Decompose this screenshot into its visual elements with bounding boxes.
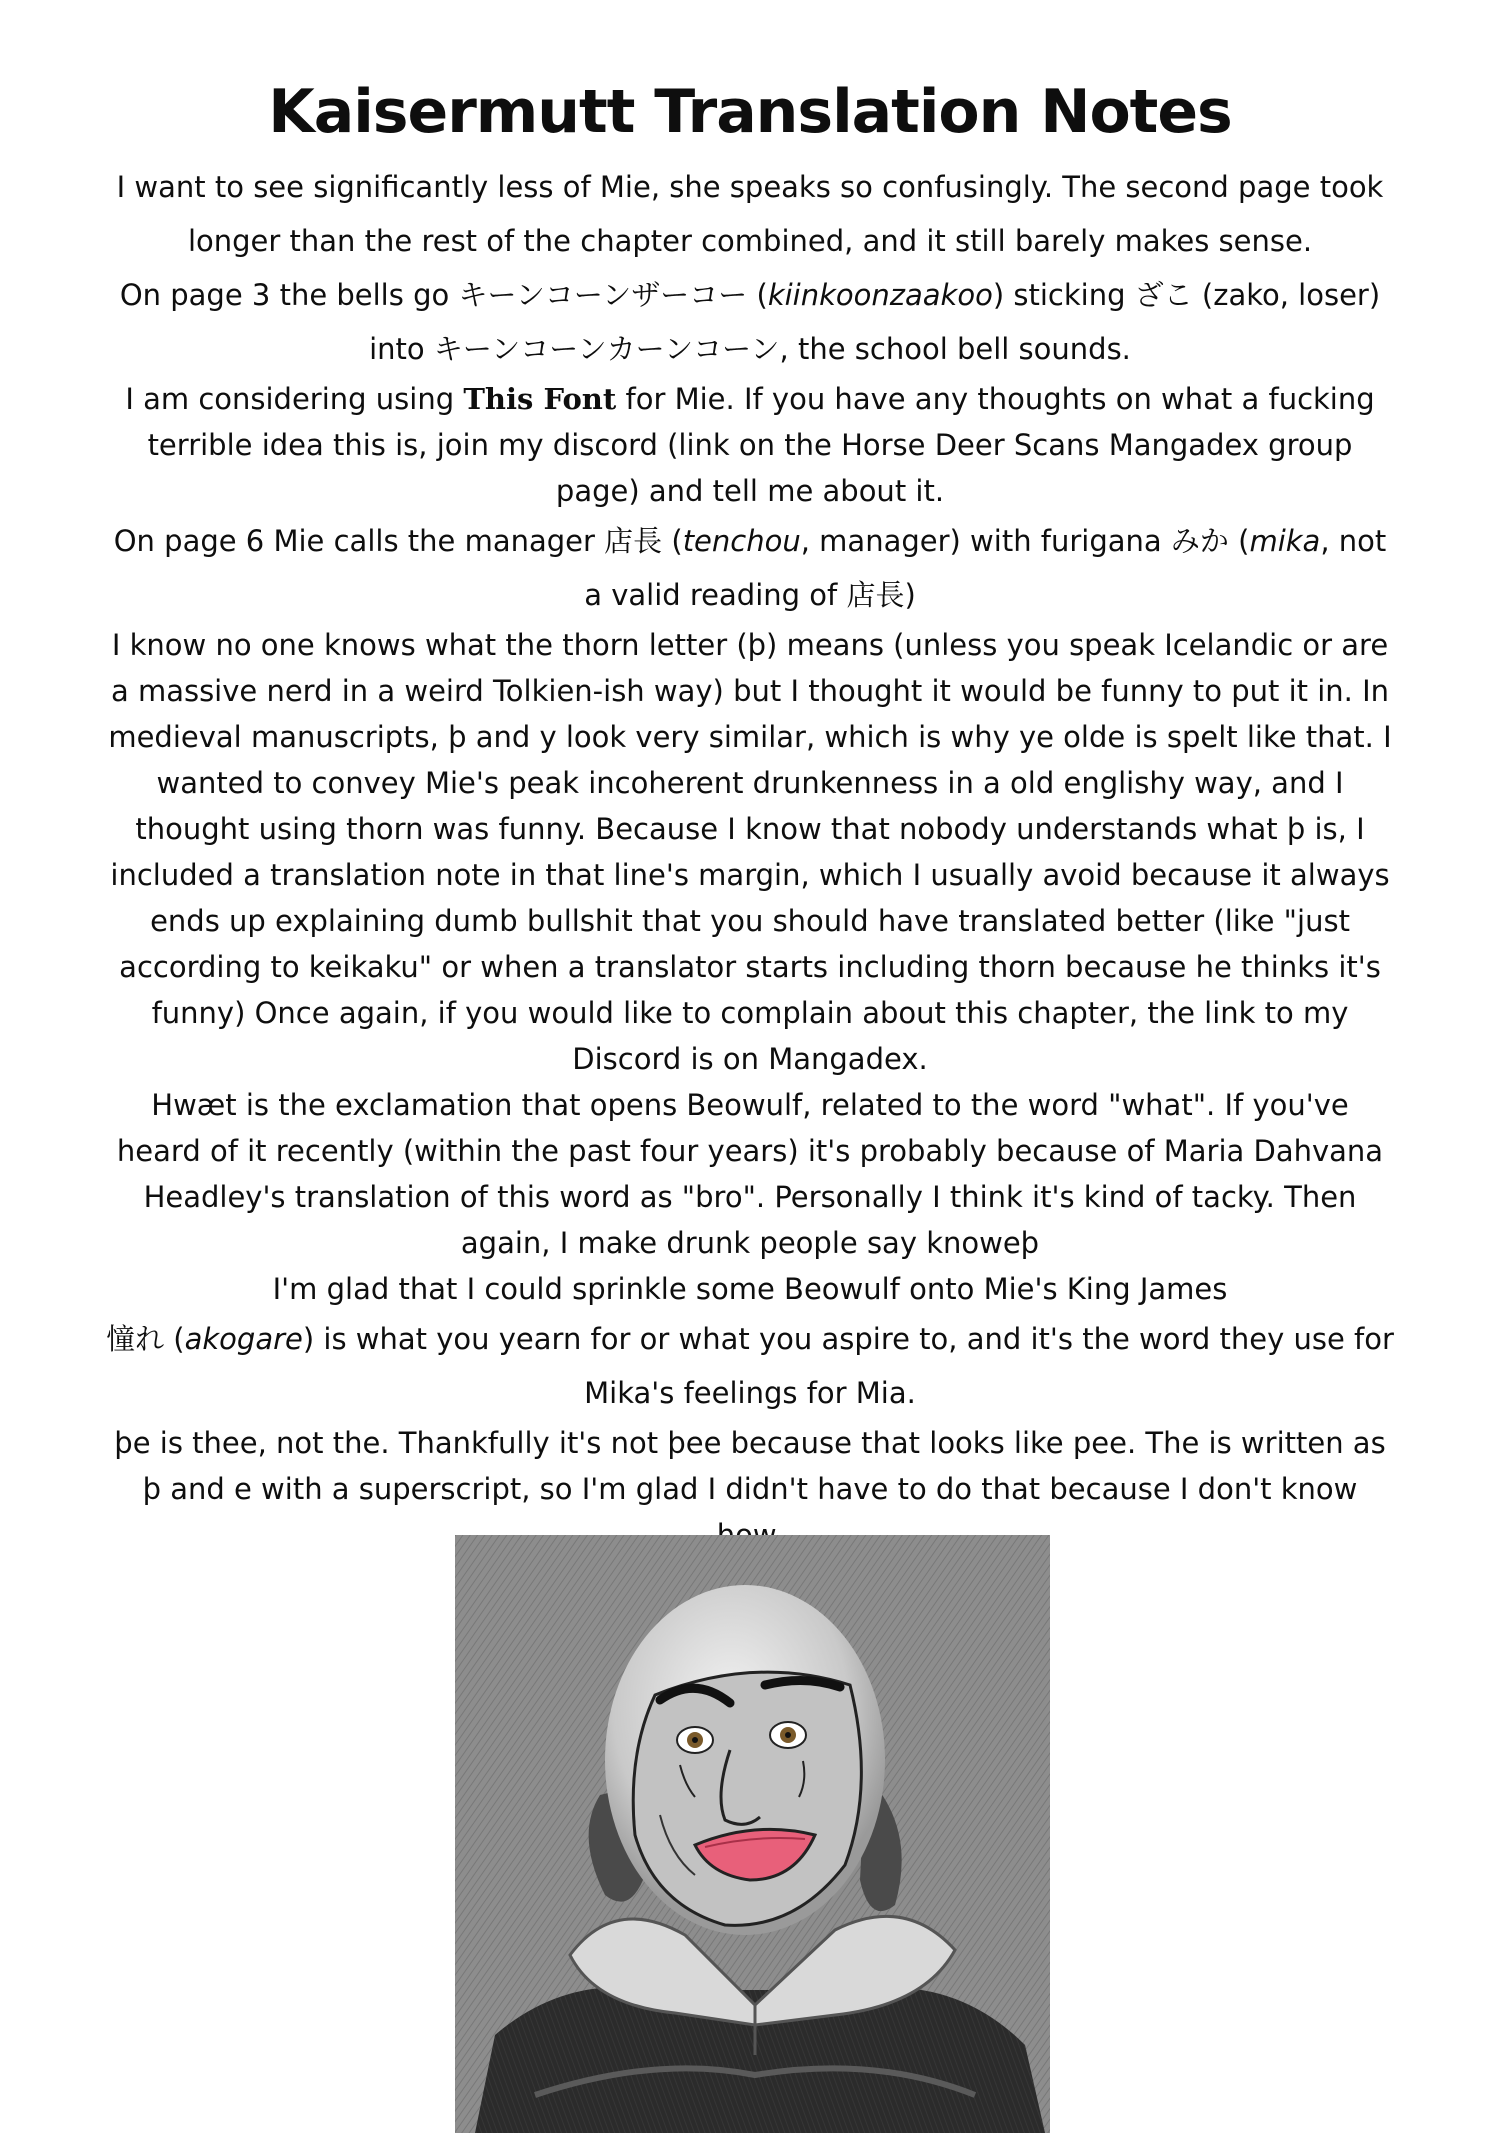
page-title: Kaisermutt Translation Notes [268, 77, 1232, 147]
note-1-line: I want to see significantly less of Mie, she speaks so confusingly. The second page took longer than the rest of the chapter combined, and it still barely makes sense. [116, 170, 1384, 258]
note-3-romaji: mika [1249, 524, 1321, 558]
note-paragraph-2 [105, 376, 1395, 514]
note-paragraph-4: I know no one knows what the thorn letter (þ) means (unless you speak Icelandic or are a massive nerd in a weird Tolkien-ish way) but I thought it would be funny to put it in. In medieval manuscripts, þ and y look very similar, which is why ye olde is spelt like that. I wanted to convey Mie's peak incoherent drunkenness in a old englishy way, and I thought using thorn was funny. Because I know that nobody understands what þ is, I included a translation note in that line's margin, which I usually avoid because it always ends up explaining dumb bullshit that you should have translated better (like "just according to keikaku" or when a translator starts including thorn because he thinks it's funny) Once again, if you would like to complain about this chapter, the link to my Discord is on Mangadex. [108, 628, 1392, 1076]
note-paragraph-1 [105, 160, 1395, 376]
note-3-segment: , manager) with furigana みか ( [800, 524, 1250, 558]
note-7-segment: ) is what you yearn for or what you aspire to, and it's the word they use for Mika's feelings for Mia. [302, 1322, 1394, 1410]
note-7-romaji: akogare [184, 1322, 303, 1356]
note-2-segment: I am considering using [125, 382, 464, 416]
note-3-romaji: tenchou [682, 524, 801, 558]
notes-body [105, 160, 1395, 1558]
note-1-romaji: kiinkoonzaakoo [767, 278, 993, 312]
note-paragraph-8: þe is thee, not the. Thankfully it's not þee because that looks like pee. The is written as þ and e with a superscript, so I'm glad I didn't have to do that because I don't know [114, 1426, 1386, 1506]
note-3-segment: On page 6 Mie calls the manager 店長 ( [113, 524, 683, 558]
note-3-segment: , not a valid reading of 店長) [584, 524, 1387, 612]
note-paragraph-5: Hwæt is the exclamation that opens Beowulf, related to the word "what". If you've heard of it recently (within the past four years) it's probably because of Maria Dahvana Headley's translation of this word as "bro". Personally I think it's kind of tacky. Then again, I make drunk people say knoweþ [116, 1088, 1384, 1260]
note-7-segment: 憧れ ( [106, 1322, 185, 1356]
note-1-segment: ) sticking ざこ (zako, loser) into キーンコーンカーンコーン, the school bell sounds. [369, 278, 1381, 366]
font-sample: This Font [463, 382, 617, 416]
note-2-segment: for Mie. If you have any thoughts on what a fucking terrible idea this is, join my discord (link on the Horse Deer Scans Mangadex group page) and tell me about it. [147, 382, 1375, 508]
note-1-segment: On page 3 the bells go キーンコーンザーコー ( [119, 278, 768, 312]
portrait-illustration [455, 1535, 1050, 2133]
note-paragraph-7 [105, 1312, 1395, 1420]
shakespeare-portrait-image [455, 1535, 1050, 2133]
note-paragraph-6: I'm glad that I could sprinkle some Beowulf onto Mie's King James [272, 1272, 1228, 1306]
note-paragraph-3 [105, 514, 1395, 622]
